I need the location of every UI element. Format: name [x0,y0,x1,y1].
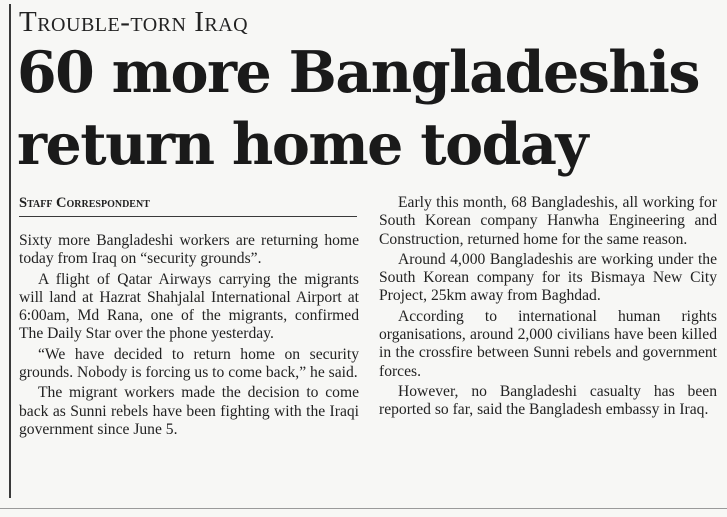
headline [17,37,717,181]
paragraph: Sixty more Bangladeshi workers are returning home today from Iraq on “security grounds”. [19,232,359,268]
paragraph: Early this month, 68 Bangladeshis, all working for South Korean company Hanwha Engineering and Construction, returned home for the same reason. [379,194,717,248]
headline-line-2: return home today [17,111,588,178]
paragraph: The migrant workers made the decision to come back as Sunni rebels have been fighting with the Iraqi government since June 5. [19,384,359,438]
kicker: Trouble-torn Iraq [19,6,249,38]
paragraph: “We have decided to return home on security grounds. Nobody is forcing us to come back,” he said. [19,345,359,382]
left-border-rule [9,4,11,498]
paragraph: According to international human rights organisations, around 2,000 civilians have been killed in the crossfire between Sunni rebels and government forces. [379,307,717,380]
headline-line-1: 60 more Bangladeshis [17,39,700,106]
byline: Staff Correspondent [19,194,357,217]
article-column-left [19,232,359,441]
paragraph: However, no Bangladeshi casualty has been reported so far, said the Bangladesh embassy in Iraq. [379,382,717,419]
article-column-right [379,194,717,422]
bottom-rule [0,508,727,509]
paragraph: A flight of Qatar Airways carrying the migrants will land at Hazrat Shahjalal International Airport at 6:00am, Md Rana, one of the migrants, confirmed The Daily Star over the phone yesterday. [19,270,359,343]
paragraph: Around 4,000 Bangladeshis are working under the South Korean company for its Bismaya New City Project, 25km away from Baghdad. [379,250,717,305]
